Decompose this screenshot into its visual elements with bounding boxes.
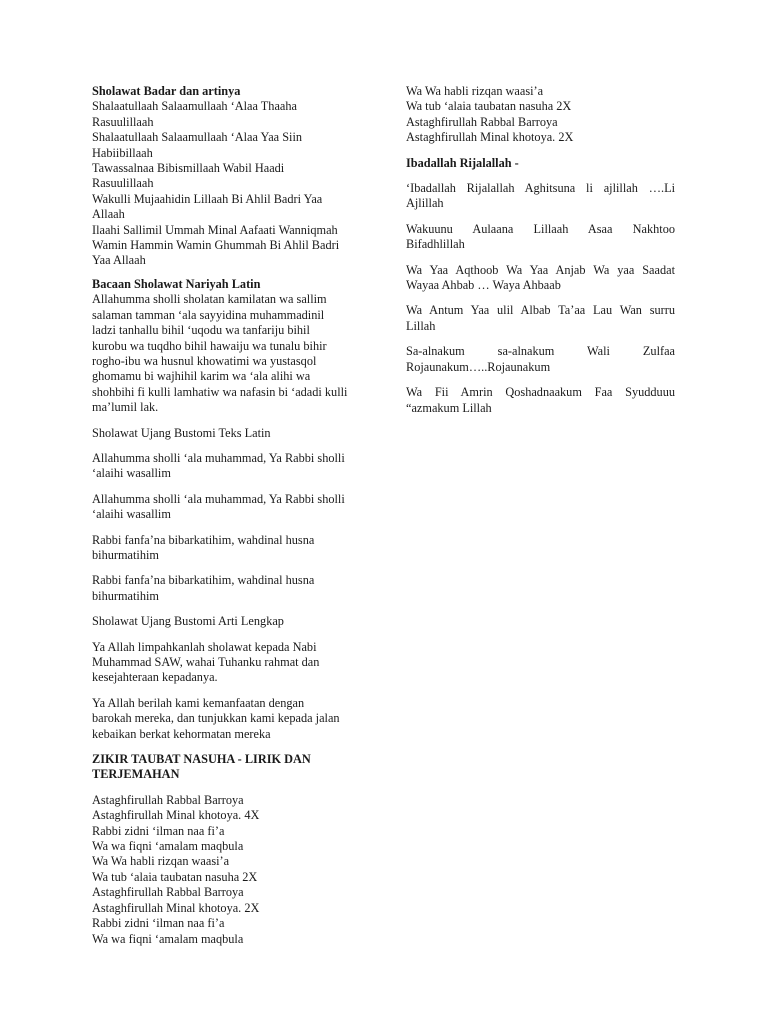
text-line: Muhammad SAW, wahai Tuhanku rahmat dan [92,655,320,669]
text-line: salaman tamman ‘ala sayyidina muhammadinil [92,307,325,322]
heading-ujang-bustomi-arti: Sholawat Ujang Bustomi Arti Lengkap [92,614,284,629]
heading-ujang-bustomi-latin: Sholawat Ujang Bustomi Teks Latin [92,425,271,440]
text-line: Ajlillah [406,196,444,211]
text-line: “azmakum Lillah [406,400,492,415]
heading-sholawat-nariyah: Bacaan Sholawat Nariyah Latin [92,276,261,291]
text-line: Astaghfirullah Rabbal Barroya [406,114,558,129]
text-line: kurobu wa tuqdho bihil hawaiju wa tunalu bihir [92,338,327,353]
text-line: Rabbi zidni ‘ilman naa fi’a [92,823,225,838]
text-line: Lillah [406,318,436,333]
text-line: Wa Wa habli rizqan waasi’a [406,84,544,98]
paragraph [92,451,362,482]
section-zikir-lyrics [92,793,362,947]
text-line: kesejahteraan kepadanya. [92,670,218,685]
heading-ibadallah: Ibadallah Rijalallah - [406,155,519,170]
text-line: Wa tub ‘alaia taubatan nasuha 2X [92,869,258,884]
text-line: kebaikan berkat kehormatan mereka [92,726,271,741]
text-line: Bifadhlillah [406,237,465,252]
text-line: Habiibillaah [92,145,153,160]
text-line: Rabbi zidni ‘ilman naa fi’a [92,916,225,931]
text-line: Rasuulillaah [92,176,154,191]
text-line: Ilaahi Sallimil Ummah Minal Aafaati Wanniqmah [92,222,338,237]
text-line: ‘alaihi wasallim [92,507,171,522]
text-line: Wakulli Mujaahidin Lillaah Bi Ahlil Badri Yaa [92,191,323,206]
text-line: ‘alaihi wasallim [92,466,171,481]
text-line: Astaghfirullah Minal khotoya. 2X [406,130,574,145]
text-line: Astaghfirullah Minal khotoya. 2X [92,900,260,915]
text-line: Tawassalnaa Bibismillaah Wabil Haadi [92,161,285,176]
text-line: Wa tub ‘alaia taubatan nasuha 2X [406,99,572,114]
heading-zikir-taubat-1: ZIKIR TAUBAT NASUHA - LIRIK DAN [92,752,311,767]
text-line: Rabbi fanfa’na bibarkatihim, wahdinal husna [92,532,315,547]
text-line: shohbihi fi kulli lamhatiw wa nafasin bi ‘adadi kulli [92,384,348,399]
section-zikir-continued [406,84,675,146]
text-line: Allaah [92,207,125,222]
text-line: ma’lumil lak. [92,400,159,415]
paragraph [406,181,675,212]
left-column [92,84,362,947]
text-line: bihurmatihim [92,547,159,562]
paragraph [92,640,362,686]
heading-sholawat-badar: Sholawat Badar dan artinya [92,84,241,98]
text-line: barokah mereka, dan tunjukkan kami kepada jalan [92,711,340,726]
text-line: Ya Allah berilah kami kemanfaatan dengan [92,695,305,710]
section-nariyah [92,277,362,416]
paragraph [406,385,675,416]
text-line: Wayaa Ahbab … Waya Ahbaab [406,278,561,293]
text-line: Rasuulillaah [92,114,154,129]
text-line: Astaghfirullah Rabbal Barroya [92,885,244,900]
text-line: Wa wa fiqni ‘amalam maqbula [92,931,244,946]
paragraph [406,263,675,294]
paragraph [92,492,362,523]
text-line: Wa wa fiqni ‘amalam maqbula [92,839,244,854]
text-line: Yaa Allaah [92,253,146,268]
paragraph [92,573,362,604]
text-line: Ya Allah limpahkanlah sholawat kepada Nabi [92,639,317,654]
paragraph [92,696,362,742]
text-line: Wa Wa habli rizqan waasi’a [92,854,230,869]
text-line: Wa Fii Amrin Qoshadnaakum Faa Syudduuu [406,385,675,400]
text-line: Sa-alnakum sa-alnakum Wali Zulfaa [406,344,675,359]
text-line: ladzi tanhallu bihil ‘uqodu wa tanfariju bihil [92,323,310,338]
text-line: Allahumma sholli ‘ala muhammad, Ya Rabbi sholli [92,491,345,506]
text-line: Wa Antum Yaa ulil Albab Ta’aa Lau Wan surru [406,303,675,318]
heading-zikir-taubat-2: TERJEMAHAN [92,767,180,782]
text-line: ghomamu bi wajhihil karim wa ‘ala alihi wa [92,369,311,384]
text-line: Wamin Hammin Wamin Ghummah Bi Ahlil Badri [92,238,340,253]
paragraph [92,533,362,564]
text-line: Astaghfirullah Rabbal Barroya [92,792,244,807]
text-line: Wa Yaa Aqthoob Wa Yaa Anjab Wa yaa Saadat [406,262,675,277]
text-line: rogho-ibu wa husnul khowatimi wa yustasqol [92,353,317,368]
text-line: bihurmatihim [92,588,159,603]
section-badar [92,84,362,269]
text-line: Astaghfirullah Minal khotoya. 4X [92,808,260,823]
text-line: ‘Ibadallah Rijalallah Aghitsuna li ajlillah ….Li [406,181,675,196]
text-line: Shalaatullaah Salaamullaah ‘Alaa Thaaha [92,99,297,114]
paragraph [406,344,675,375]
paragraph [406,222,675,253]
text-line: Allahumma sholli ‘ala muhammad, Ya Rabbi sholli [92,450,345,465]
text-line: Rabbi fanfa’na bibarkatihim, wahdinal husna [92,573,315,588]
text-line: Rojaunakum…..Rojaunakum [406,359,551,374]
text-line: Shalaatullaah Salaamullaah ‘Alaa Yaa Siin [92,130,303,145]
text-line: Allahumma sholli sholatan kamilatan wa sallim [92,292,327,307]
right-column [406,84,675,416]
text-line: Wakuunu Aulaana Lillaah Asaa Nakhtoo [406,221,675,236]
paragraph [406,303,675,334]
